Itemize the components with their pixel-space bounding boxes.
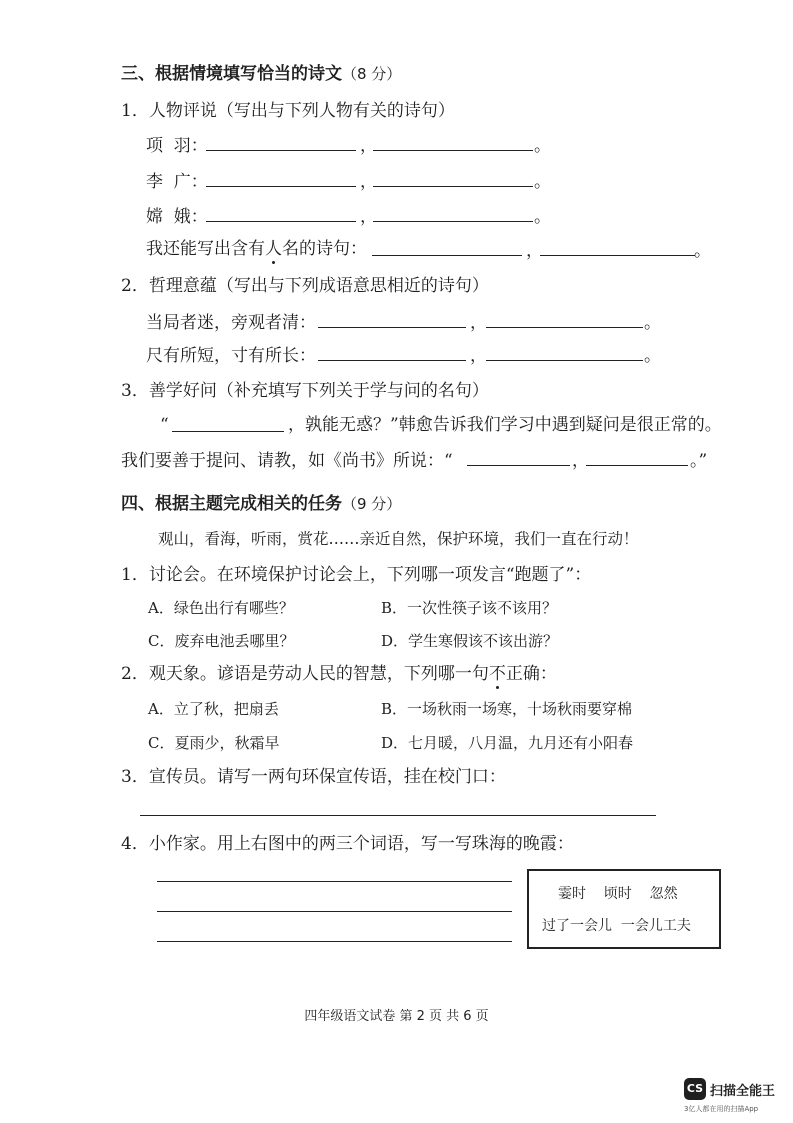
s4-q2-option-c[interactable]: C．夏雨少，秋霜早: [148, 734, 280, 752]
label-extra-c: 名的诗句：: [282, 239, 367, 259]
comma: ，: [470, 346, 487, 366]
s4-q4-title: 4．小作家。用上右图中的两三个词语，写一写珠海的晚霞：: [121, 834, 574, 854]
section4-score: （9 分）: [342, 495, 402, 513]
s4-q2-title-emphasis: 不: [488, 664, 506, 684]
label-xiangyu: 项 羽：: [146, 136, 208, 156]
blank-idiom-1b[interactable]: [486, 327, 643, 328]
comma: ，: [572, 451, 589, 471]
section3-title: 三、根据情境填写恰当的诗文: [121, 64, 342, 84]
blank-liguang-1[interactable]: [206, 186, 356, 187]
q3-close: 。”: [690, 451, 708, 471]
s4-q2-option-b[interactable]: B．一场秋雨一场寒，十场秋雨要穿棉: [381, 700, 633, 718]
blank-idiom-2b[interactable]: [486, 360, 643, 361]
blank-liguang-2[interactable]: [373, 186, 533, 187]
blank-extra-2[interactable]: [540, 255, 695, 256]
blank-quote-1[interactable]: [172, 431, 284, 432]
comma: ，: [470, 313, 487, 333]
q2-title: 2．哲理意蕴（写出与下列成语意思相近的诗句）: [121, 276, 489, 296]
camscanner-logo: CS: [684, 1078, 706, 1100]
q3-line1: ，孰能无惑？”韩愈告诉我们学习中遇到疑问是很正常的。: [288, 415, 722, 435]
comma: ，: [526, 241, 543, 261]
camscanner-tagline: 3亿人都在用的扫描App: [684, 1105, 759, 1113]
camscanner-name: 扫描全能王: [710, 1084, 776, 1099]
blank-change-2[interactable]: [373, 221, 533, 222]
s4-q3-title: 3．宣传员。请写一两句环保宣传语，挂在校门口：: [121, 767, 506, 787]
s4-q2-option-a[interactable]: A．立了秋，把扇丢: [148, 700, 279, 718]
q3-open-quote: “: [160, 415, 169, 435]
s4-q1-option-b[interactable]: B．一次性筷子该不该用？: [381, 599, 558, 617]
label-extra-emphasis: 人: [265, 239, 282, 259]
s4-q2-title-a: 2．观天象。谚语是劳动人民的智慧，下列哪一句: [121, 664, 489, 684]
writing-line-1[interactable]: [157, 881, 512, 882]
q3-title: 3．善学好问（补充填写下列关于学与问的名句）: [121, 381, 489, 401]
section4-heading: [121, 494, 401, 514]
blank-xiangyu-1[interactable]: [206, 150, 356, 151]
label-extra: [146, 239, 367, 259]
period: 。: [694, 241, 711, 261]
s4-q1-title: 1．讨论会。在环境保护讨论会上，下列哪一项发言“跑题了”：: [121, 565, 592, 585]
period: 。: [644, 346, 661, 366]
section4-intro: 观山，看海，听雨，赏花……亲近自然，保护环境，我们一直在行动！: [158, 530, 639, 548]
writing-line-3[interactable]: [157, 941, 512, 942]
q3-line2: 我们要善于提问、请教，如《尚书》所说：“: [121, 451, 453, 471]
q1-title: 1．人物评说（写出与下列人物有关的诗句）: [121, 101, 455, 121]
label-change: 嫦 娥：: [146, 207, 208, 227]
word-box-row-1: 霎时 顷时 忽然: [558, 886, 678, 902]
label-idiom-2: 尺有所短，寸有所长：: [146, 346, 316, 366]
writing-line-2[interactable]: [157, 911, 512, 912]
section3-heading: [121, 64, 401, 84]
period: 。: [534, 207, 551, 227]
comma: ，: [360, 136, 377, 156]
word-box-row-2: 过了一会儿 一会儿工夫: [542, 918, 691, 934]
blank-xiangyu-2[interactable]: [373, 150, 533, 151]
s4-q1-option-d[interactable]: D．学生寒假该不该出游？: [381, 632, 559, 650]
label-liguang: 李 广：: [146, 172, 208, 192]
word-box: [527, 869, 721, 949]
s4-q2-title-c: 正确：: [505, 664, 557, 684]
section3-score: （8 分）: [342, 65, 402, 83]
blank-extra-1[interactable]: [372, 255, 522, 256]
blank-slogan[interactable]: [140, 815, 656, 816]
blank-idiom-2a[interactable]: [318, 360, 466, 361]
section4-title: 四、根据主题完成相关的任务: [121, 494, 342, 514]
blank-idiom-1a[interactable]: [318, 327, 466, 328]
label-idiom-1: 当局者迷，旁观者清：: [146, 313, 316, 333]
comma: ，: [360, 172, 377, 192]
comma: ，: [360, 207, 377, 227]
page-footer: 四年级语文试卷 第 2 页 共 6 页: [304, 1009, 489, 1024]
s4-q1-option-a[interactable]: A．绿色出行有哪些？: [148, 599, 294, 617]
period: 。: [644, 313, 661, 333]
blank-quote-3[interactable]: [586, 465, 688, 466]
blank-change-1[interactable]: [206, 221, 356, 222]
s4-q2-option-d[interactable]: D．七月暖，八月温，九月还有小阳春: [381, 734, 634, 752]
s4-q1-option-c[interactable]: C．废弃电池丢哪里？: [148, 632, 295, 650]
period: 。: [534, 136, 551, 156]
blank-quote-2[interactable]: [467, 465, 570, 466]
period: 。: [534, 172, 551, 192]
s4-q2-title: [121, 664, 557, 684]
label-extra-a: 我还能写出含有: [146, 239, 265, 259]
